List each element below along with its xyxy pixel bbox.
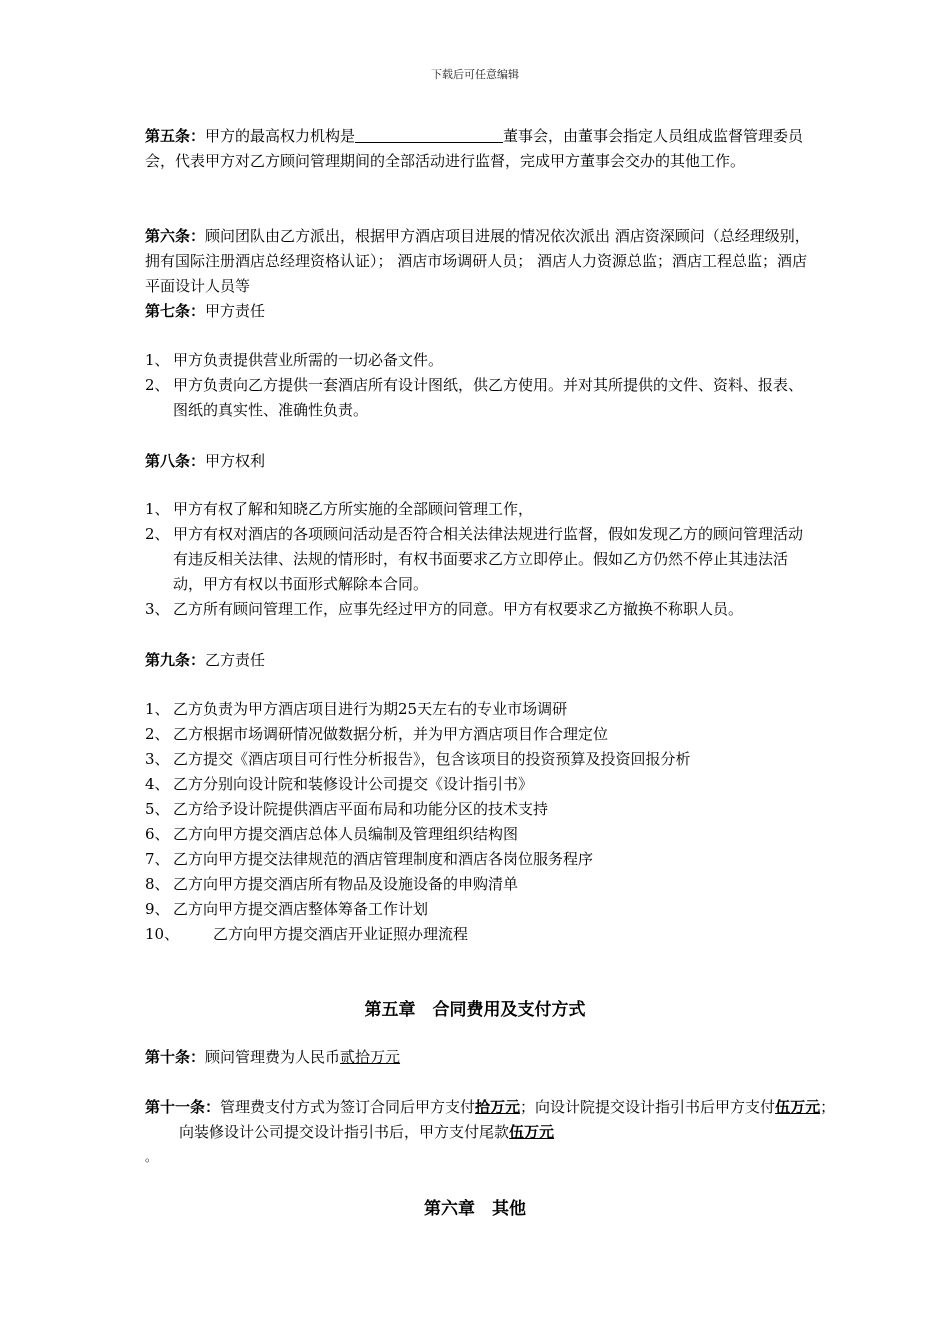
list-item-text: 乙方向甲方提交酒店所有物品及设施设备的申购清单 <box>173 875 519 893</box>
list-item <box>145 897 815 922</box>
article-11-end: 。 <box>145 1150 158 1164</box>
article-6-label: 第六条： <box>145 227 206 245</box>
list-item-text: 乙方向甲方提交酒店整体筹备工作计划 <box>173 900 429 918</box>
article-9-title: 乙方责任 <box>205 651 266 669</box>
list-item <box>145 922 815 947</box>
list-item-number: 2、 <box>145 525 170 543</box>
article-5-text-after: 董事会，由董事会指定人员组成监督管理委员会，代表甲方对乙方顾问管理期间的全部活动进行监督，完成甲方董事会交办的其他工作。 <box>145 127 804 170</box>
article-11-text-2: ；向设计院提交设计指引书后甲方支付 <box>520 1098 776 1116</box>
article-11-text-3: ；向装修设计公司提交设计指引书后，甲方支付尾款 <box>179 1098 836 1141</box>
article-11-text-1: 管理费支付方式为签订合同后甲方支付 <box>220 1098 476 1116</box>
list-item-text: 乙方负责为甲方酒店项目进行为期25天左右的专业市场调研 <box>173 700 568 718</box>
article-5-text-before: 甲方的最高权力机构是 <box>205 127 356 145</box>
article-7-title: 甲方责任 <box>205 302 266 320</box>
article-9-heading <box>145 648 815 673</box>
article-8-label: 第八条： <box>145 452 206 470</box>
list-item <box>145 722 815 747</box>
chapter-6-heading: 第六章 其他 <box>424 1199 526 1219</box>
article-7-heading <box>145 299 815 324</box>
list-item-number: 1、 <box>145 500 170 518</box>
article-10 <box>145 1045 815 1070</box>
list-item <box>145 797 815 822</box>
article-11 <box>145 1095 849 1145</box>
list-item-number: 1、 <box>145 700 170 718</box>
article-11-amount-1: 拾万元 <box>475 1098 521 1116</box>
list-item <box>145 747 815 772</box>
list-item-text: 乙方根据市场调研情况做数据分析，并为甲方酒店项目作合理定位 <box>173 725 609 743</box>
list-item <box>145 872 815 897</box>
article-6 <box>145 224 815 299</box>
list-item-text: 乙方向甲方提交酒店开业证照办理流程 <box>213 925 469 943</box>
list-item-number: 5、 <box>145 800 170 818</box>
list-item-number: 6、 <box>145 825 170 843</box>
list-item-text: 乙方向甲方提交法律规范的酒店管理制度和酒店各岗位服务程序 <box>173 850 594 868</box>
list-item-text: 乙方所有顾问管理工作，应事先经过甲方的同意。甲方有权要求乙方撤换不称职人员。 <box>173 600 744 618</box>
article-10-label: 第十条： <box>145 1048 206 1066</box>
list-item-number: 10、 <box>145 925 180 943</box>
list-item <box>145 348 815 373</box>
list-item <box>145 772 815 797</box>
list-item-number: 2、 <box>145 376 170 394</box>
list-item-number: 2、 <box>145 725 170 743</box>
list-item-text: 乙方向甲方提交酒店总体人员编制及管理组织结构图 <box>173 825 519 843</box>
list-item-number: 3、 <box>145 600 170 618</box>
list-item <box>145 847 815 872</box>
article-9-label: 第九条： <box>145 651 206 669</box>
page-header: 下载后可任意编辑 <box>431 68 519 81</box>
article-8-title: 甲方权利 <box>205 452 266 470</box>
list-item <box>145 373 815 423</box>
list-item-text: 甲方有权了解和知晓乙方所实施的全部顾问管理工作， <box>173 500 534 518</box>
article-6-text: 顾问团队由乙方派出，根据甲方酒店项目进展的情况依次派出 酒店资深顾问（总经理级别，拥有国际注册酒店总经理资格认证）； 酒店市场调研人员； 酒店人力资源总监；酒店工程总监；酒店平面设计人员等 <box>145 227 810 295</box>
list-item-text: 甲方负责提供营业所需的一切必备文件。 <box>173 351 444 369</box>
article-5 <box>145 124 815 174</box>
list-item-number: 7、 <box>145 850 170 868</box>
article-11-label: 第十一条： <box>145 1098 221 1116</box>
article-11-amount-3: 伍万元 <box>509 1123 555 1141</box>
list-item-number: 1、 <box>145 351 170 369</box>
list-item-text: 乙方给予设计院提供酒店平面布局和功能分区的技术支持 <box>173 800 549 818</box>
article-5-label: 第五条： <box>145 127 206 145</box>
list-item-number: 3、 <box>145 750 170 768</box>
list-item <box>145 597 815 622</box>
list-item-text: 甲方负责向乙方提供一套酒店所有设计图纸，供乙方使用。并对其所提供的文件、资料、报表、图纸的真实性、准确性负责。 <box>173 376 804 419</box>
list-item-number: 8、 <box>145 875 170 893</box>
article-10-amount: 贰拾万元 <box>340 1048 401 1066</box>
chapter-5-heading: 第五章 合同费用及支付方式 <box>364 1000 586 1020</box>
list-item <box>145 497 815 522</box>
list-item-text: 甲方有权对酒店的各项顾问活动是否符合相关法律法规进行监督，假如发现乙方的顾问管理活动有违反相关法律、法规的情形时，有权书面要求乙方立即停止。假如乙方仍然不停止其违法活动，甲方有权以书面形式解除本合同。 <box>173 525 804 593</box>
article-10-text: 顾问管理费为人民币 <box>205 1048 341 1066</box>
list-item <box>145 522 815 597</box>
list-item-text: 乙方分别向设计院和装修设计公司提交《设计指引书》 <box>173 775 534 793</box>
list-item-number: 9、 <box>145 900 170 918</box>
article-11-amount-2: 伍万元 <box>775 1098 821 1116</box>
article-8-heading <box>145 449 815 474</box>
list-item-text: 乙方提交《酒店项目可行性分析报告》，包含该项目的投资预算及投资回报分析 <box>173 750 691 768</box>
list-item <box>145 822 815 847</box>
list-item-number: 4、 <box>145 775 170 793</box>
list-item <box>145 697 815 722</box>
blank-line <box>355 126 503 143</box>
article-7-label: 第七条： <box>145 302 206 320</box>
